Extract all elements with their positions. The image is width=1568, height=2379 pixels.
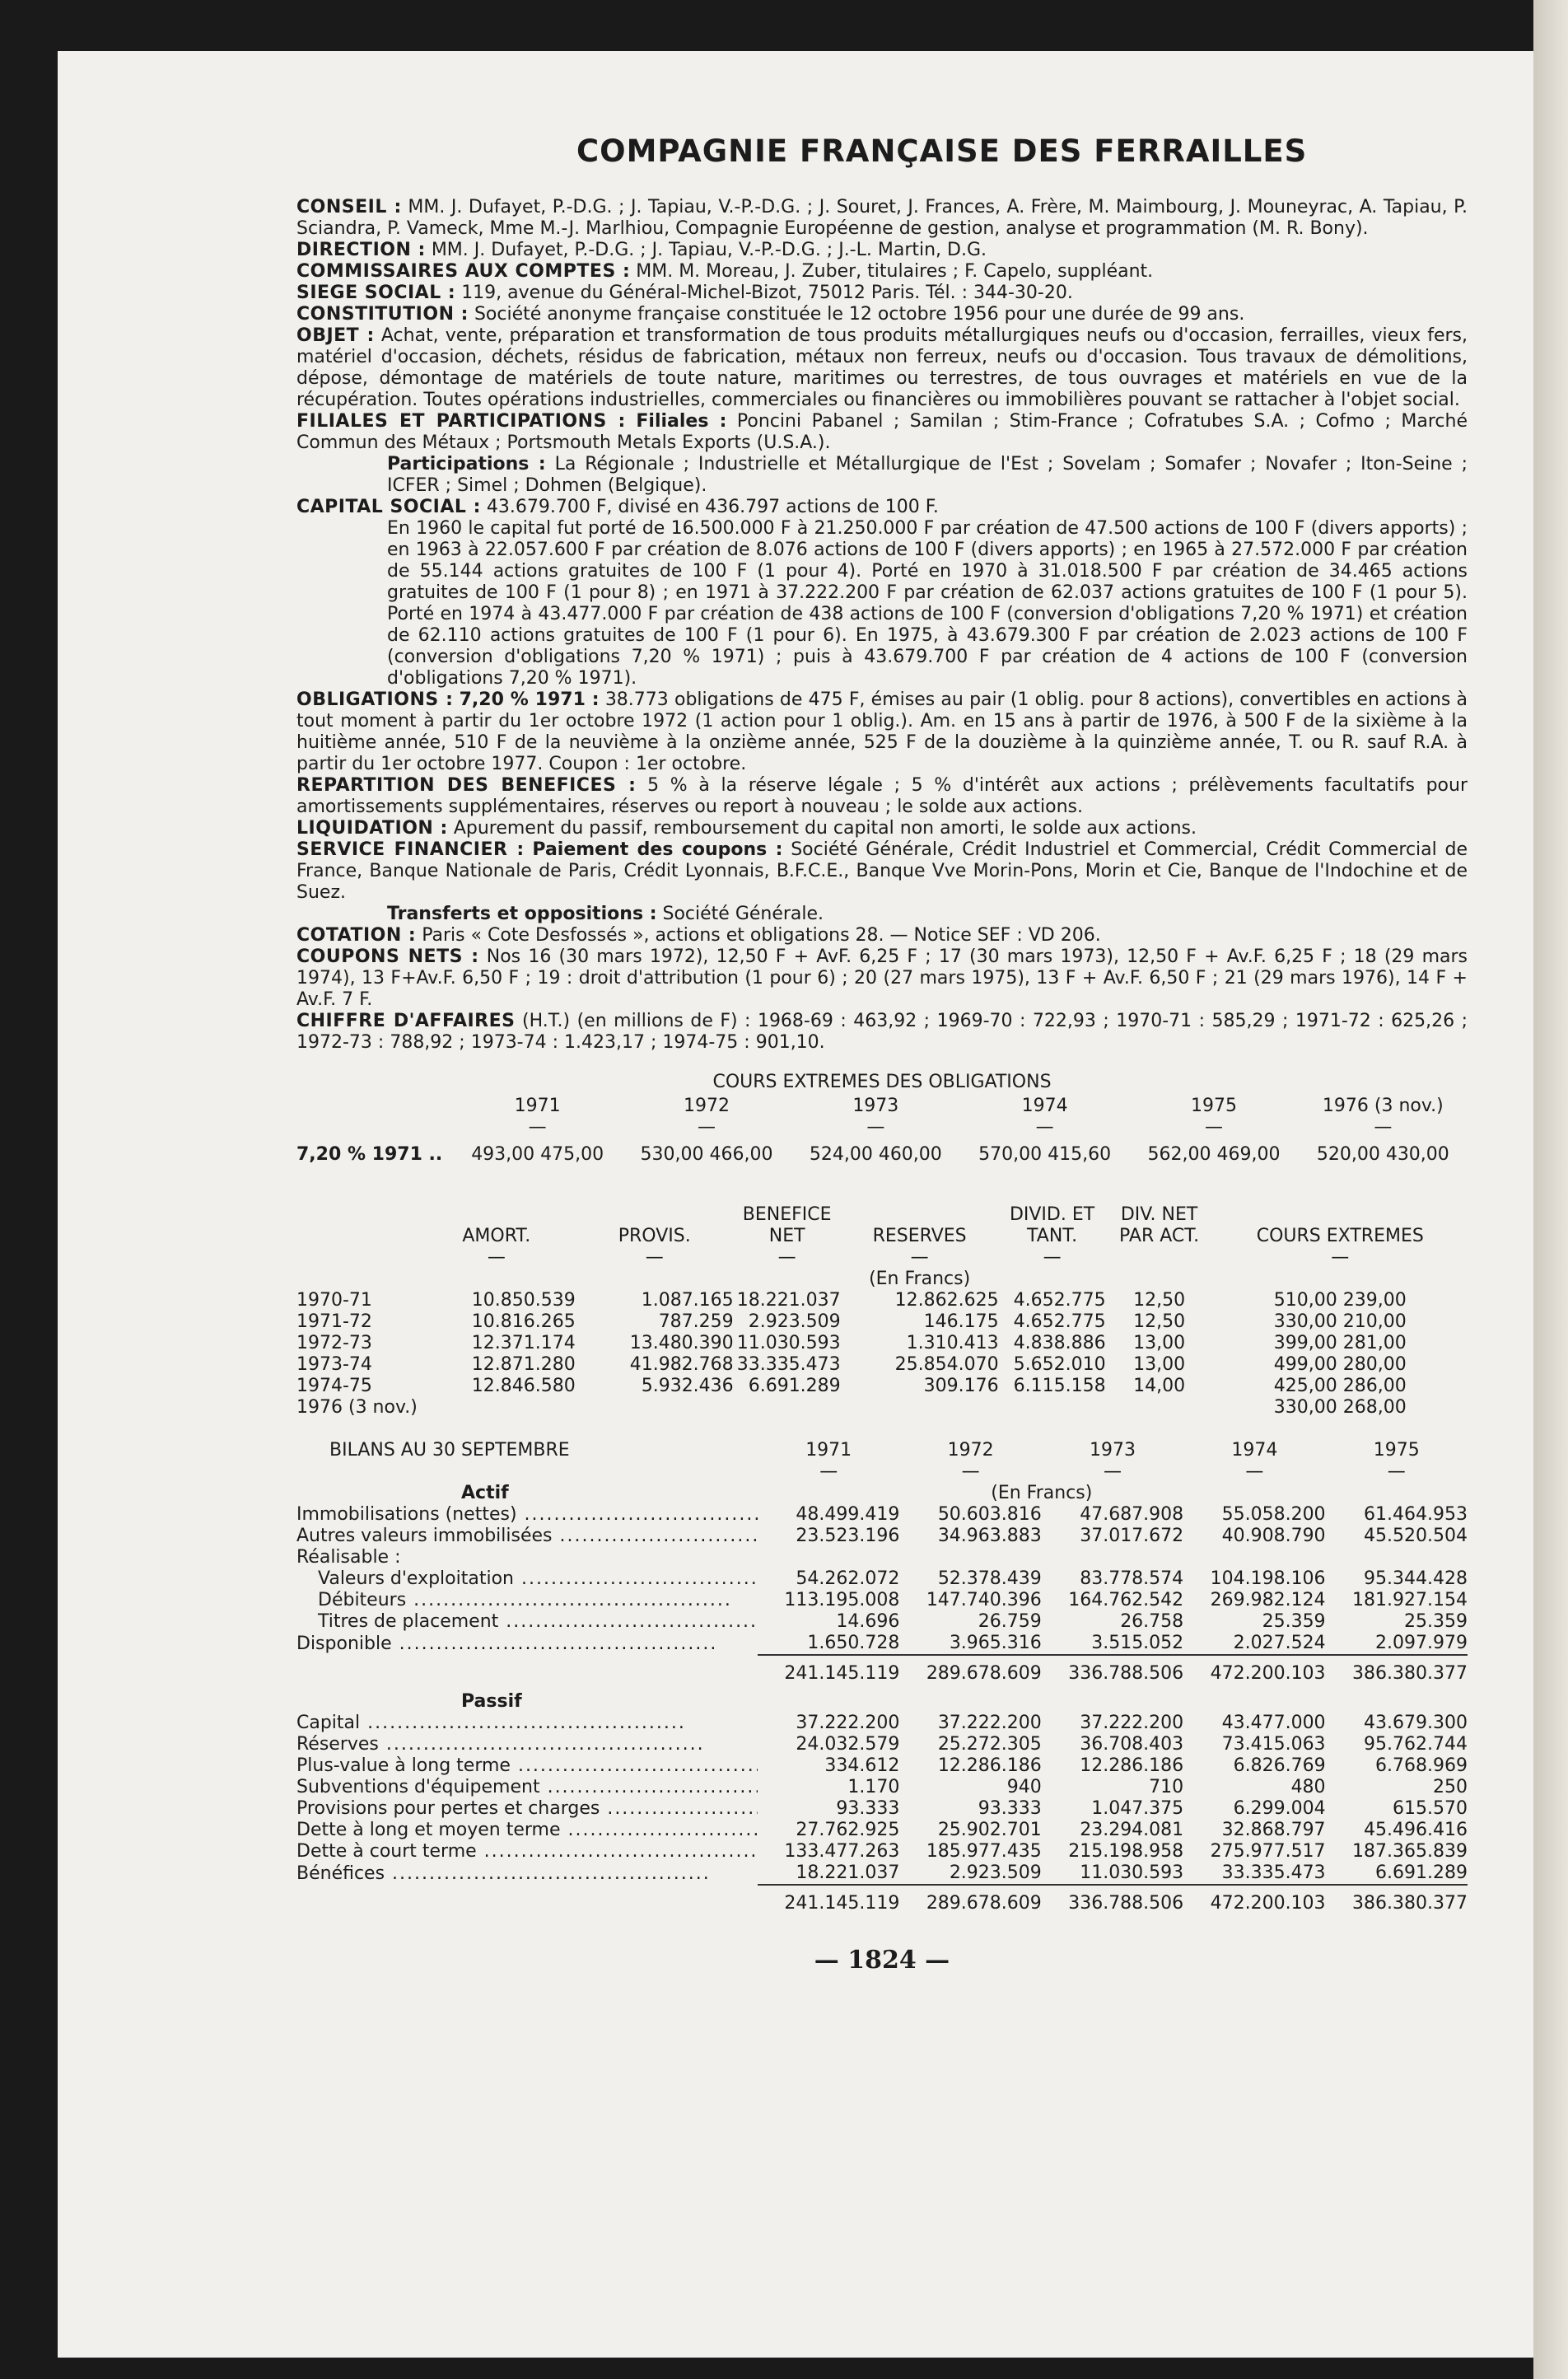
cours-low: 210,00 xyxy=(1342,1311,1407,1332)
paragraph-heading: SIEGE SOCIAL : xyxy=(296,283,456,303)
balance-value: 1.650.728 xyxy=(807,1633,900,1653)
balance-value: 187.365.839 xyxy=(1352,1841,1468,1862)
results-cell-dnet: 13,00 xyxy=(1133,1354,1186,1375)
balance-value: 45.496.416 xyxy=(1364,1820,1468,1840)
results-cell-div xyxy=(999,1397,1106,1419)
balance-value: 940 xyxy=(1006,1777,1042,1797)
results-cell-cours xyxy=(1213,1290,1468,1311)
balance-value: 11.030.593 xyxy=(1080,1863,1184,1883)
balance-value: 480 xyxy=(1290,1777,1326,1797)
paragraph-heading: OBLIGATIONS : xyxy=(296,689,454,710)
balance-value: 2.027.524 xyxy=(1233,1633,1326,1653)
balance-title: BILANS AU 30 SEPTEMBRE xyxy=(329,1440,570,1461)
results-row xyxy=(296,1354,1468,1376)
results-cell-amort: 12.371.174 xyxy=(471,1333,576,1353)
paragraph-heading: FILIALES ET PARTICIPATIONS : xyxy=(296,411,626,432)
balance-value xyxy=(1042,1547,1183,1568)
results-cell-y: 1973-74 xyxy=(296,1354,372,1375)
bond-year: 1973 xyxy=(852,1096,899,1116)
balance-header-row xyxy=(296,1440,1468,1461)
notice-paragraph xyxy=(296,497,1468,518)
balance-value: 34.963.883 xyxy=(937,1526,1042,1546)
balance-row xyxy=(296,1713,1468,1734)
balance-value: 50.603.816 xyxy=(937,1504,1042,1525)
balance-value: 83.778.574 xyxy=(1080,1568,1184,1589)
company-notice xyxy=(296,197,1468,1054)
balance-value xyxy=(899,1547,1041,1568)
results-cell-res: 25.854.070 xyxy=(894,1354,999,1375)
cours-high: 330,00 xyxy=(1273,1397,1337,1418)
balance-row xyxy=(296,1863,1468,1885)
results-row xyxy=(296,1311,1468,1333)
balance-value: 24.032.579 xyxy=(796,1734,900,1755)
results-cell-div: 6.115.158 xyxy=(1013,1376,1106,1396)
paragraph-heading: LIQUIDATION : xyxy=(296,818,448,839)
balance-year: 1972 xyxy=(947,1440,994,1461)
results-cell-provis: 1.087.165 xyxy=(641,1290,734,1311)
results-cell-provis: 13.480.390 xyxy=(629,1333,734,1353)
results-header-row xyxy=(296,1204,1468,1247)
balance-value: 250 xyxy=(1433,1777,1468,1797)
notice-paragraph xyxy=(296,261,1468,283)
paragraph-text: Société anonyme française constituée le 12 octobre 1956 pour une durée de 99 ans. xyxy=(474,304,1245,325)
balance-value: 710 xyxy=(1149,1777,1184,1797)
notice-paragraph xyxy=(296,904,1468,925)
results-cell-y: 1974-75 xyxy=(296,1376,372,1396)
cours-high: 499,00 xyxy=(1273,1354,1337,1375)
paragraph-text: MM. J. Dufayet, P.-D.G. ; J. Tapiau, V.-P.-D.G. ; J. Souret, J. Frances, A. Frère, M. Maimbourg, J. Mouneyrac, A. Tapiau, P. Sciandra, P. Vameck, Mme M.-J. Marlhiou, Compagnie Européenne de gestion, analyse et programmation (M. R. Bony). xyxy=(296,197,1468,239)
balance-value xyxy=(1183,1547,1325,1568)
paragraph-subheading: Transferts et oppositions : xyxy=(387,904,657,924)
paragraph-text: La Régionale ; Industrielle et Métallurgique de l'Est ; Sovelam ; Somafer ; Novafer ; Iton-Seine ; ICFER ; Simel ; Dohmen (Belgique). xyxy=(387,454,1468,496)
balance-value: 164.762.542 xyxy=(1068,1590,1184,1610)
results-cell-cours xyxy=(1213,1311,1468,1333)
balance-value: 48.499.419 xyxy=(796,1504,900,1525)
results-cell-res: 146.175 xyxy=(923,1311,999,1332)
results-cell-y: 1971-72 xyxy=(296,1311,372,1332)
paragraph-subheading: 7,20 % 1971 : xyxy=(459,689,600,710)
results-cell-div: 4.652.775 xyxy=(1013,1290,1106,1311)
balance-value xyxy=(758,1547,899,1568)
results-header: DIV. NET PAR ACT. xyxy=(1119,1204,1200,1246)
notice-paragraph xyxy=(296,325,1468,411)
balance-value: 23.523.196 xyxy=(796,1526,900,1546)
balance-value: 269.982.124 xyxy=(1210,1590,1326,1610)
paragraph-heading: DIRECTION : xyxy=(296,240,426,260)
results-cell-provis: 5.932.436 xyxy=(641,1376,734,1396)
results-cell-y: 1976 (3 nov.) xyxy=(296,1397,418,1418)
balance-value: 26.758 xyxy=(1120,1611,1184,1632)
paragraph-text: En 1960 le capital fut porté de 16.500.000 F à 21.250.000 F par création de 47.500 actions de 100 F (divers apports) ; en 1963 à 22.057.600 F par création de 8.076 actions de 100 F (divers apports) ; en 1965 à 27.572.000 F par création de 55.144 actions gratuites de 100 F (1 pour 4). Porté en 1970 à 31.018.500 F par création de 34.465 actions gratuites de 100 F (1 pour 8) ; en 1971 à 37.222.200 F par création de 62.037 actions gratuites de 100 F (1 pour 5). Porté en 1974 à 43.477.000 F par création de 438 actions de 100 F (conversion d'obligations 7,20 % 1971) et création de 62.110 actions gratuites de 100 F (1 pour 6). En 1975, à 43.679.300 F par création de 2.023 actions de 100 F (conversion d'obligations 7,20 % 1971) ; puis à 43.679.700 F par création de 4 actions de 100 F (conversion d'obligations 7,20 % 1971). xyxy=(387,518,1468,689)
paragraph-heading: REPARTITION DES BENEFICES : xyxy=(296,775,637,796)
page-number: — 1824 — xyxy=(814,1946,950,1975)
balance-value: 181.927.154 xyxy=(1352,1590,1468,1610)
balance-value: 73.415.063 xyxy=(1221,1734,1326,1755)
balance-row xyxy=(296,1841,1468,1863)
balance-value: 26.759 xyxy=(978,1611,1042,1632)
balance-value: 32.868.797 xyxy=(1221,1820,1326,1840)
balance-value: 27.762.925 xyxy=(796,1820,900,1840)
bond-value: 524,00 460,00 xyxy=(809,1144,942,1165)
balance-total-row xyxy=(296,1885,1468,1921)
balance-value: 113.195.008 xyxy=(784,1590,900,1610)
balance-label: Dette à court terme ..... xyxy=(296,1841,758,1863)
results-cell-cours xyxy=(1213,1376,1468,1397)
paragraph-heading: COTATION : xyxy=(296,925,417,946)
balance-total: 289.678.609 xyxy=(899,1655,1041,1691)
balance-value: 25.902.701 xyxy=(937,1820,1042,1840)
balance-value: 1.170 xyxy=(847,1777,900,1797)
balance-value: 2.923.509 xyxy=(949,1863,1042,1883)
bond-price-section xyxy=(296,1072,1468,1171)
cours-high: 425,00 xyxy=(1273,1376,1337,1396)
balance-value: 45.520.504 xyxy=(1364,1526,1468,1546)
balance-value: 47.687.908 xyxy=(1080,1504,1184,1525)
balance-value: 93.333 xyxy=(836,1798,900,1819)
notice-paragraph xyxy=(296,304,1468,325)
bond-values-row xyxy=(296,1138,1468,1171)
balance-value: 6.768.969 xyxy=(1375,1755,1468,1776)
balance-year: 1971 xyxy=(805,1440,852,1461)
results-header: COURS EXTREMES xyxy=(1256,1226,1424,1246)
balance-value: 43.679.300 xyxy=(1364,1713,1468,1733)
balance-row xyxy=(296,1590,1468,1611)
results-cell-res: 1.310.413 xyxy=(906,1333,999,1353)
paragraph-text: Achat, vente, préparation et transformation de tous produits métallurgiques neufs ou d'occasion, ferrailles, vieux fers, matériel d'occasion, déchets, résidus de fabrication, métaux non ferreux, neufs ou d'occasion. Tous travaux de démolitions, dépose, démontage de matériels de toute nature, maritimes ou terrestres, de tous ouvrages et matériels en vue de la récupération. Toutes opérations industrielles, commerciales ou financières ou immobilières pouvant se rattacher à l'objet social. xyxy=(296,325,1468,410)
balance-year: 1975 xyxy=(1373,1440,1420,1461)
balance-label: Dette à long et moyen terme ..... xyxy=(296,1820,758,1841)
balance-row xyxy=(296,1568,1468,1590)
notice-paragraph xyxy=(296,283,1468,304)
balance-value: 6.299.004 xyxy=(1233,1798,1326,1819)
balance-value: 6.826.769 xyxy=(1233,1755,1326,1776)
results-row xyxy=(296,1376,1468,1397)
balance-value: 55.058.200 xyxy=(1221,1504,1326,1525)
cours-high: 510,00 xyxy=(1273,1290,1337,1311)
balance-value: 52.378.439 xyxy=(937,1568,1042,1589)
paragraph-text: 119, avenue du Général-Michel-Bizot, 75012 Paris. Tél. : 344-30-20. xyxy=(461,283,1073,303)
balance-value: 25.359 xyxy=(1262,1611,1326,1632)
bond-value: 493,00 475,00 xyxy=(471,1144,604,1165)
balance-label: Débiteurs ..... xyxy=(296,1590,758,1611)
bond-year: 1972 xyxy=(683,1096,730,1116)
balance-label: Provisions pour pertes et charges ..... xyxy=(296,1798,758,1820)
balance-value: 40.908.790 xyxy=(1221,1526,1326,1546)
balance-label: Capital ..... xyxy=(296,1713,758,1734)
balance-total-row xyxy=(296,1655,1468,1691)
balance-value: 104.198.106 xyxy=(1210,1568,1326,1589)
results-header: PROVIS. xyxy=(618,1226,691,1246)
results-cell-cours xyxy=(1213,1354,1468,1376)
balance-row xyxy=(296,1777,1468,1798)
bond-value: 570,00 415,60 xyxy=(978,1144,1112,1165)
results-table: AMORT. PROVIS. BENEFICE NET RESERVES DIVID. ET TANT. DIV. NET PAR ACT. COURS EXTREMES — — — — — — (En Francs) 1970-71 10.850.539 1.087.165 18.221.037 12.862.625 4.652.775 12,50 510,00 239,00 1971-72 10.816.265 787.259 2.923.509 146.175 4.652.775 12,50 330,00 210,00 1972-73 12.371.174 13.480.390 11.030.593 1.310.413 4.838.886 13,00 399,00 281,00 1973-74 12.871.280 41.982.768 33.335.473 25.854.070 5.652.010 13,00 499,00 280,00 1974-75 12.846.580 5.932.436 6.691.289 309.176 6.115.158 14,00 425,00 286,00 1976 (3 nov.) 330,00 268,00 xyxy=(296,1204,1468,1419)
results-cell-amort: 10.816.265 xyxy=(471,1311,576,1332)
page-title: COMPAGNIE FRANÇAISE DES FERRAILLES xyxy=(576,133,1308,169)
results-row xyxy=(296,1333,1468,1354)
balance-label: Subventions d'équipement ..... xyxy=(296,1777,758,1798)
paragraph-heading: CHIFFRE D'AFFAIRES xyxy=(296,1011,516,1031)
balance-value: 615.570 xyxy=(1393,1798,1468,1819)
results-header: BENEFICE NET xyxy=(742,1204,832,1246)
results-cell-ben: 6.691.289 xyxy=(748,1376,841,1396)
balance-label: Plus-value à long terme ..... xyxy=(296,1755,758,1777)
balance-value: 18.221.037 xyxy=(796,1863,900,1883)
bond-year: 1975 xyxy=(1190,1096,1237,1116)
paragraph-heading: SERVICE FINANCIER : xyxy=(296,839,525,860)
notice-paragraph xyxy=(296,411,1468,454)
paragraph-heading: CONSTITUTION : xyxy=(296,304,469,325)
balance-total: 472.200.103 xyxy=(1183,1655,1325,1691)
paragraph-text: 38.773 obligations de 475 F, émises au pair (1 oblig. pour 8 actions), convertibles en actions à tout moment à partir du 1er octobre 1972 (1 action pour 1 oblig.). Am. en 15 ans à partir de 1976, à 500 F de la sixième à la huitième année, 510 F de la neuvième à la onzième année, 525 F de la douzième à la quinzième année, T. ou R. sauf R.A. à partir du 1er octobre 1977. Coupon : 1er octobre. xyxy=(296,689,1468,774)
balance-value: 147.740.396 xyxy=(926,1590,1042,1610)
balance-label: Titres de placement ..... xyxy=(296,1611,758,1633)
balance-value: 25.359 xyxy=(1404,1611,1468,1632)
balance-unit: (En Francs) xyxy=(991,1483,1093,1503)
results-cell-y: 1970-71 xyxy=(296,1290,372,1311)
paragraph-text: Société Générale. xyxy=(662,904,824,924)
bond-value: 520,00 430,00 xyxy=(1316,1144,1449,1165)
results-cell-amort xyxy=(418,1397,576,1419)
bond-year: 1976 (3 nov.) xyxy=(1322,1096,1444,1116)
balance-value: 37.017.672 xyxy=(1080,1526,1184,1546)
balance-row xyxy=(296,1734,1468,1755)
notice-paragraph xyxy=(296,818,1468,839)
balance-sheet-table: BILANS AU 30 SEPTEMBRE 1971 1972 1973 1974 1975 — — — — — Actif (En Francs) Immobilisations (nettes) ..... 48.499.419 50.603.816 47.687.908 55.058.200 61.464.953 Autres valeurs immobilisées ..... 23.523.196 34.963.883 37.017.672 40.908.790 45.520.504 Réalisable : Valeurs d'exploitation ..... 54.262.072 52.378.439 83.778.574 104.198.106 95.344.428 Débiteurs ..... 113.195.008 147.740.396 164.762.542 269.982.124 181.927.154 Titres de placement ..... 14.696 26.759 26.758 25.359 25.359 Disponible ..... 1.650.728 3.965.316 3.515.052 2.027.524 2.097.979 241.145.119 289.678.609 336.788.506 472.200.103 386.380.377 Passif Capital ..... 37.222.200 37.222.200 37.222.200 43.477.000 43.679.300 Réserves ..... 24.032.579 25.272.305 36.708.403 73.415.063 95.762.744 Plus-value à long terme ..... 334.612 12.286.186 12.286.186 6.826.769 6.768.969 Subventions d'équipement ..... 1.170 940 710 480 250 Provisions pour pertes et charges ..... 93.333 93.333 1.047.375 6.299.004 615.570 Dette à long et moyen terme ..... 27.762.925 25.902.701 23.294.081 32.868.797 45.496.416 Dette à court terme ..... 133.477.263 185.977.435 215.198.958 275.977.517 187.365.839 Bénéfices ..... 18.221.037 2.923.509 11.030.593 33.335.473 6.691.289 241.145.119 289.678.609 336.788.506 472.200.103 386.380.377 xyxy=(296,1440,1468,1921)
balance-value: 185.977.435 xyxy=(926,1841,1042,1862)
results-cell-amort: 12.846.580 xyxy=(471,1376,576,1396)
paragraph-subheading: Participations : xyxy=(387,454,546,474)
bond-label: 7,20 % 1971 .. xyxy=(296,1144,443,1165)
paragraph-text: MM. M. Moreau, J. Zuber, titulaires ; F. Capelo, suppléant. xyxy=(636,261,1154,282)
results-cell-ben xyxy=(734,1397,841,1419)
page-edge xyxy=(1533,0,1568,2379)
cours-low: 239,00 xyxy=(1342,1290,1407,1311)
balance-value: 12.286.186 xyxy=(1080,1755,1184,1776)
balance-value: 1.047.375 xyxy=(1091,1798,1184,1819)
balance-total: 386.380.377 xyxy=(1326,1655,1468,1691)
results-row xyxy=(296,1290,1468,1311)
paragraph-heading: COMMISSAIRES AUX COMPTES : xyxy=(296,261,631,282)
balance-value: 275.977.517 xyxy=(1210,1841,1326,1862)
bond-year: 1974 xyxy=(1021,1096,1068,1116)
results-cell-provis xyxy=(576,1397,734,1419)
balance-value: 215.198.958 xyxy=(1068,1841,1184,1862)
results-cell-provis: 787.259 xyxy=(658,1311,734,1332)
results-cell-ben: 2.923.509 xyxy=(748,1311,841,1332)
balance-row xyxy=(296,1611,1468,1633)
notice-paragraph xyxy=(296,197,1468,240)
paragraph-text: Apurement du passif, remboursement du capital non amorti, le solde aux actions. xyxy=(453,818,1197,839)
results-cell-y: 1972-73 xyxy=(296,1333,372,1353)
results-cell-res: 309.176 xyxy=(923,1376,999,1396)
paragraph-text: Société Générale, Crédit Industriel et Commercial, Crédit Commercial de France, Banque Nationale de Paris, Crédit Lyonnais, B.F.C.E., Banque Vve Morin-Pons, Morin et Cie, Banque de l'Indochine et de Suez. xyxy=(296,839,1468,903)
balance-value: 6.691.289 xyxy=(1375,1863,1468,1883)
paragraph-heading: CAPITAL SOCIAL : xyxy=(296,497,481,517)
paragraph-heading: OBJET : xyxy=(296,325,375,346)
paragraph-heading: CONSEIL : xyxy=(296,197,402,217)
notice-paragraph xyxy=(296,925,1468,946)
balance-value: 37.222.200 xyxy=(937,1713,1042,1733)
results-cell-cours xyxy=(1213,1333,1468,1354)
balance-row xyxy=(296,1504,1468,1526)
balance-label: Bénéfices ..... xyxy=(296,1863,758,1885)
balance-value: 33.335.473 xyxy=(1221,1863,1326,1883)
balance-value: 12.286.186 xyxy=(937,1755,1042,1776)
balance-value: 54.262.072 xyxy=(796,1568,900,1589)
balance-year: 1973 xyxy=(1089,1440,1136,1461)
balance-value: 61.464.953 xyxy=(1364,1504,1468,1525)
cours-low: 286,00 xyxy=(1342,1376,1407,1396)
paragraph-text: 43.679.700 F, divisé en 436.797 actions de 100 F. xyxy=(486,497,939,517)
balance-value: 133.477.263 xyxy=(784,1841,900,1862)
paragraph-text: MM. J. Dufayet, P.-D.G. ; J. Tapiau, V.-P.-D.G. ; J.-L. Martin, D.G. xyxy=(431,240,987,260)
paragraph-subheading: Filiales : xyxy=(636,411,727,432)
balance-label: Immobilisations (nettes) ..... xyxy=(296,1504,758,1526)
balance-label: Réserves ..... xyxy=(296,1734,758,1755)
results-cell-amort: 10.850.539 xyxy=(471,1290,576,1311)
paragraph-text: 5 % à la réserve légale ; 5 % d'intérêt aux actions ; prélèvements facultatifs pour amortissements supplémentaires, réserves ou report à nouveau ; le solde aux actions. xyxy=(296,775,1468,817)
results-cell-dnet: 12,50 xyxy=(1133,1311,1186,1332)
balance-row xyxy=(296,1526,1468,1547)
results-cell-dnet xyxy=(1106,1397,1213,1419)
paragraph-heading: COUPONS NETS : xyxy=(296,946,479,967)
notice-paragraph xyxy=(296,240,1468,261)
balance-value: 37.222.200 xyxy=(1080,1713,1184,1733)
paragraph-text: Paris « Cote Desfossés », actions et obligations 28. — Notice SEF : VD 206. xyxy=(422,925,1101,946)
results-cell-provis: 41.982.768 xyxy=(629,1354,734,1375)
balance-value: 36.708.403 xyxy=(1080,1734,1184,1755)
balance-total: 289.678.609 xyxy=(899,1885,1041,1921)
document-page xyxy=(58,51,1533,2358)
balance-row xyxy=(296,1820,1468,1841)
actif-label: Actif xyxy=(461,1483,509,1503)
passif-label: Passif xyxy=(461,1691,522,1712)
balance-row xyxy=(296,1633,1468,1655)
paragraph-text: Poncini Pabanel ; Samilan ; Stim-France ; Cofratubes S.A. ; Cofmo ; Marché Commun des Métaux ; Portsmouth Metals Exports (U.S.A.). xyxy=(296,411,1468,453)
cours-low: 281,00 xyxy=(1342,1333,1407,1353)
results-cell-ben: 33.335.473 xyxy=(736,1354,841,1375)
balance-value: 3.965.316 xyxy=(949,1633,1042,1653)
balance-row xyxy=(296,1547,1468,1568)
balance-value: 334.612 xyxy=(824,1755,900,1776)
results-header: DIVID. ET TANT. xyxy=(1009,1204,1095,1246)
results-cell-res xyxy=(841,1397,999,1419)
notice-paragraph xyxy=(296,839,1468,904)
cours-high: 399,00 xyxy=(1273,1333,1337,1353)
bond-year: 1971 xyxy=(514,1096,561,1116)
balance-value xyxy=(1326,1547,1468,1568)
balance-label: Disponible ..... xyxy=(296,1633,758,1655)
balance-value: 95.762.744 xyxy=(1364,1734,1468,1755)
bond-table-title: COURS EXTREMES DES OBLIGATIONS xyxy=(712,1072,1052,1092)
results-cell-dnet: 14,00 xyxy=(1133,1376,1186,1396)
paragraph-text: (H.T.) (en millions de F) : 1968-69 : 463,92 ; 1969-70 : 722,93 ; 1970-71 : 585,29 ; 1971-72 : 625,26 ; 1972-73 : 788,92 ; 1973-74 : 1.423,17 ; 1974-75 : 901,10. xyxy=(296,1011,1468,1053)
balance-label: Autres valeurs immobilisées ..... xyxy=(296,1526,758,1547)
results-cell-dnet: 13,00 xyxy=(1133,1333,1186,1353)
results-cell-div: 5.652.010 xyxy=(1013,1354,1106,1375)
balance-value: 95.344.428 xyxy=(1364,1568,1468,1589)
results-header: AMORT. xyxy=(462,1226,531,1246)
results-header: RESERVES xyxy=(872,1226,967,1246)
balance-label: Valeurs d'exploitation ..... xyxy=(296,1568,758,1590)
balance-row xyxy=(296,1798,1468,1820)
bond-header-row xyxy=(296,1096,1468,1117)
balance-total: 241.145.119 xyxy=(758,1655,899,1691)
cours-low: 280,00 xyxy=(1342,1354,1407,1375)
balance-total: 386.380.377 xyxy=(1326,1885,1468,1921)
results-cell-res: 12.862.625 xyxy=(894,1290,999,1311)
notice-paragraph xyxy=(296,689,1468,775)
bond-price-table: 1971 1972 1973 1974 1975 1976 (3 nov.) — — — — — — 7,20 % 1971 .. 493,00 475,00 530,00 466,00 524,00 460,00 570,00 415,60 562,00 469,00 520,00 430,00 xyxy=(296,1096,1468,1171)
notice-paragraph xyxy=(296,775,1468,818)
notice-paragraph xyxy=(296,1011,1468,1054)
results-cell-div: 4.838.886 xyxy=(1013,1333,1106,1353)
balance-row xyxy=(296,1755,1468,1777)
bond-value: 530,00 466,00 xyxy=(640,1144,773,1165)
results-unit: (En Francs) xyxy=(869,1269,971,1289)
balance-value: 23.294.081 xyxy=(1080,1820,1184,1840)
balance-total: 336.788.506 xyxy=(1042,1885,1183,1921)
bond-value: 562,00 469,00 xyxy=(1147,1144,1281,1165)
cours-low: 268,00 xyxy=(1342,1397,1407,1418)
results-cell-ben: 11.030.593 xyxy=(736,1333,841,1353)
balance-value: 3.515.052 xyxy=(1091,1633,1184,1653)
results-row xyxy=(296,1397,1468,1419)
balance-value: 93.333 xyxy=(978,1798,1042,1819)
paragraph-text: Nos 16 (30 mars 1972), 12,50 F + AvF. 6,25 F ; 17 (30 mars 1973), 12,50 F + Av.F. 6,25 F ; 18 (29 mars 1974), 13 F+Av.F. 6,50 F ; 19 : droit d'attribution (1 pour 6) ; 20 (27 mars 1975), 13 F + Av.F. 6,50 F ; 21 (29 mars 1976), 14 F + Av.F. 7 F. xyxy=(296,946,1468,1010)
results-cell-cours xyxy=(1213,1397,1468,1419)
balance-value: 2.097.979 xyxy=(1375,1633,1468,1653)
notice-paragraph xyxy=(296,454,1468,497)
balance-value: 14.696 xyxy=(836,1611,900,1632)
paragraph-subheading: Paiement des coupons : xyxy=(532,839,783,860)
results-cell-div: 4.652.775 xyxy=(1013,1311,1106,1332)
balance-year: 1974 xyxy=(1231,1440,1278,1461)
notice-paragraph xyxy=(296,946,1468,1011)
balance-value: 25.272.305 xyxy=(937,1734,1042,1755)
balance-label: Réalisable : xyxy=(296,1547,401,1568)
notice-paragraph xyxy=(296,518,1468,689)
results-cell-amort: 12.871.280 xyxy=(471,1354,576,1375)
balance-total: 472.200.103 xyxy=(1183,1885,1325,1921)
balance-total: 241.145.119 xyxy=(758,1885,899,1921)
balance-total: 336.788.506 xyxy=(1042,1655,1183,1691)
results-cell-ben: 18.221.037 xyxy=(736,1290,841,1311)
balance-value: 43.477.000 xyxy=(1221,1713,1326,1733)
cours-high: 330,00 xyxy=(1273,1311,1337,1332)
balance-value: 37.222.200 xyxy=(796,1713,900,1733)
results-cell-dnet: 12,50 xyxy=(1133,1290,1186,1311)
